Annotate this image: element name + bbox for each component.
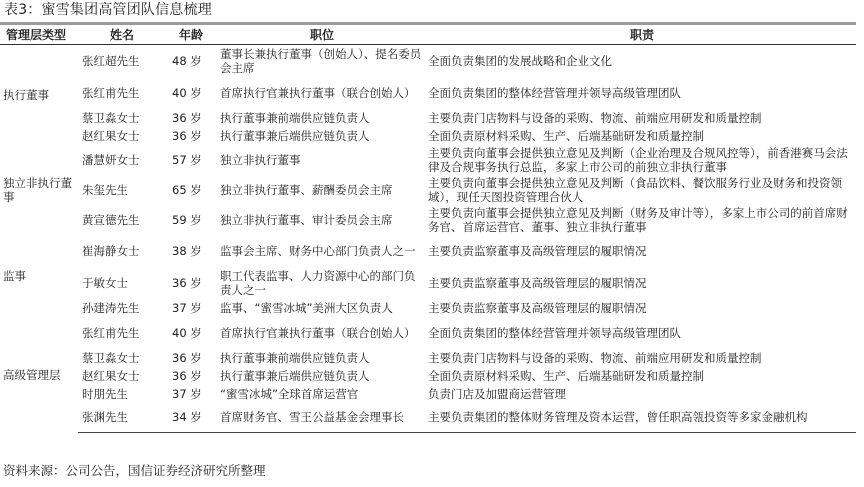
person-duty: 全面负责集团的整体经营管理并领导高级管理团队 xyxy=(428,85,681,100)
person-position: 执行董事兼前端供应链负责人 xyxy=(220,110,370,125)
source-note: 资料来源：公司公告，国信证券经济研究所整理 xyxy=(3,463,266,478)
person-position: 独立非执行董事、薪酬委员会主席 xyxy=(220,182,393,197)
table-row xyxy=(0,109,856,127)
person-name: 蔡卫淼女士 xyxy=(82,110,140,125)
person-name: 崔海静女士 xyxy=(82,243,140,258)
person-position: 监事会主席、财务中心部门负责人之一 xyxy=(220,243,416,258)
person-duty: 全面负责原材料采购、生产、后端基础研发和质量控制 xyxy=(428,368,704,383)
person-age: 59 岁 xyxy=(172,212,202,227)
person-position: 董事长兼执行董事（创始人）、提名委员会主席 xyxy=(220,46,422,75)
person-age: 40 岁 xyxy=(172,85,202,100)
person-position: 执行董事兼前端供应链负责人 xyxy=(220,350,370,365)
table-row xyxy=(0,349,856,367)
person-age: 57 岁 xyxy=(172,152,202,167)
header-name: 姓名 xyxy=(109,28,134,42)
header-position: 职位 xyxy=(309,28,334,42)
table-row xyxy=(0,45,856,77)
person-age: 36 岁 xyxy=(172,110,202,125)
person-age: 40 岁 xyxy=(172,325,202,340)
person-name: 赵红果女士 xyxy=(82,128,140,143)
table-title: 表3：蜜雪集团高管团队信息梳理 xyxy=(4,2,212,18)
table-row xyxy=(0,267,856,299)
person-duty: 全面负责集团的发展战略和企业文化 xyxy=(428,53,612,68)
person-position: 首席执行官兼执行董事（联合创始人） xyxy=(220,325,416,340)
executive-team-table xyxy=(0,22,856,433)
person-duty: 主要负责门店物料与设备的采购、物流、前端应用研发和质量控制 xyxy=(428,110,762,125)
table-row xyxy=(0,205,856,235)
person-name: 赵红果女士 xyxy=(82,368,140,383)
group-label: 高级管理层 xyxy=(3,367,61,382)
person-age: 37 岁 xyxy=(172,386,202,401)
table-row xyxy=(0,367,856,385)
person-duty: 主要负责向董事会提供独立意见及判断（食品饮料、餐饮服务行业及财务和投资领域），现任天图投资管理合伙人 xyxy=(428,175,842,204)
person-age: 37 岁 xyxy=(172,300,202,315)
person-position: “蜜雪冰城”全球首席运营官 xyxy=(220,386,359,401)
person-age: 36 岁 xyxy=(172,128,202,143)
person-name: 潘慧妍女士 xyxy=(82,152,140,167)
person-name: 朱玺先生 xyxy=(82,182,128,197)
person-name: 张渊先生 xyxy=(78,403,166,433)
person-name: 张红甫先生 xyxy=(82,325,140,340)
person-name: 黄宣德先生 xyxy=(82,212,140,227)
table-row xyxy=(0,299,856,317)
table-row xyxy=(0,145,856,175)
header-management-type: 管理层类型 xyxy=(6,28,67,42)
group-label: 监事 xyxy=(3,268,26,283)
person-duty: 负责门店及加盟商运营管理 xyxy=(428,386,566,401)
person-position: 执行董事兼后端供应链负责人 xyxy=(220,368,370,383)
table-header-row xyxy=(0,24,856,45)
person-name: 时朋先生 xyxy=(82,386,128,401)
table-row xyxy=(0,317,856,349)
person-age: 65 岁 xyxy=(172,182,202,197)
person-duty: 主要负责集团的整体财务管理及资本运营，曾任职高瓴投资等多家金融机构 xyxy=(428,403,856,433)
person-duty: 全面负责原材料采购、生产、后端基础研发和质量控制 xyxy=(428,128,704,143)
person-duty: 主要负责向董事会提供独立意见及判断（财务及审计等），多家上市公司的前首席财务官、首席运营官、董事、独立非执行董事 xyxy=(428,205,848,234)
table-row xyxy=(0,403,856,433)
group-label: 独立非执行董事 xyxy=(3,175,72,204)
person-position: 首席财务官、雪王公益基金会理事长 xyxy=(216,403,428,433)
header-duty: 职责 xyxy=(629,28,654,42)
person-age: 36 岁 xyxy=(172,275,202,290)
table-row xyxy=(0,175,856,205)
table-row xyxy=(0,127,856,145)
person-duty: 全面负责集团的整体经营管理并领导高级管理团队 xyxy=(428,325,681,340)
person-age: 36 岁 xyxy=(172,350,202,365)
person-position: 职工代表监事、人力资源中心的部门负责人之一 xyxy=(220,268,416,297)
group-label: 执行董事 xyxy=(3,87,49,102)
table-row xyxy=(0,385,856,403)
person-name: 张红甫先生 xyxy=(82,85,140,100)
person-age: 48 岁 xyxy=(172,53,202,68)
person-name: 蔡卫淼女士 xyxy=(82,350,140,365)
person-duty: 主要负责门店物料与设备的采购、物流、前端应用研发和质量控制 xyxy=(428,350,762,365)
person-duty: 主要负责监察董事及高级管理层的履职情况 xyxy=(428,275,647,290)
person-name: 孙建涛先生 xyxy=(82,300,140,315)
person-age: 36 岁 xyxy=(172,368,202,383)
person-position: 独立非执行董事 xyxy=(220,152,301,167)
table-row xyxy=(0,235,856,267)
header-age: 年龄 xyxy=(178,28,203,42)
person-position: 监事、“蜜雪冰城”美洲大区负责人 xyxy=(220,300,393,315)
person-position: 首席执行官兼执行董事（联合创始人） xyxy=(220,85,416,100)
person-duty: 主要负责向董事会提供独立意见及判断（企业治理及合规风控等），前香港赛马会法律及合规事务执行总监，多家上市公司的前独立非执行董事 xyxy=(428,145,848,174)
person-duty: 主要负责监察董事及高级管理层的履职情况 xyxy=(428,243,647,258)
person-position: 执行董事兼后端供应链负责人 xyxy=(220,128,370,143)
person-duty: 主要负责监察董事及高级管理层的履职情况 xyxy=(428,300,647,315)
person-name: 于敏女士 xyxy=(82,275,128,290)
person-age: 38 岁 xyxy=(172,243,202,258)
person-age: 34 岁 xyxy=(166,403,216,433)
person-position: 独立非执行董事、审计委员会主席 xyxy=(220,212,393,227)
table-row xyxy=(0,77,856,109)
person-name: 张红超先生 xyxy=(82,53,140,68)
